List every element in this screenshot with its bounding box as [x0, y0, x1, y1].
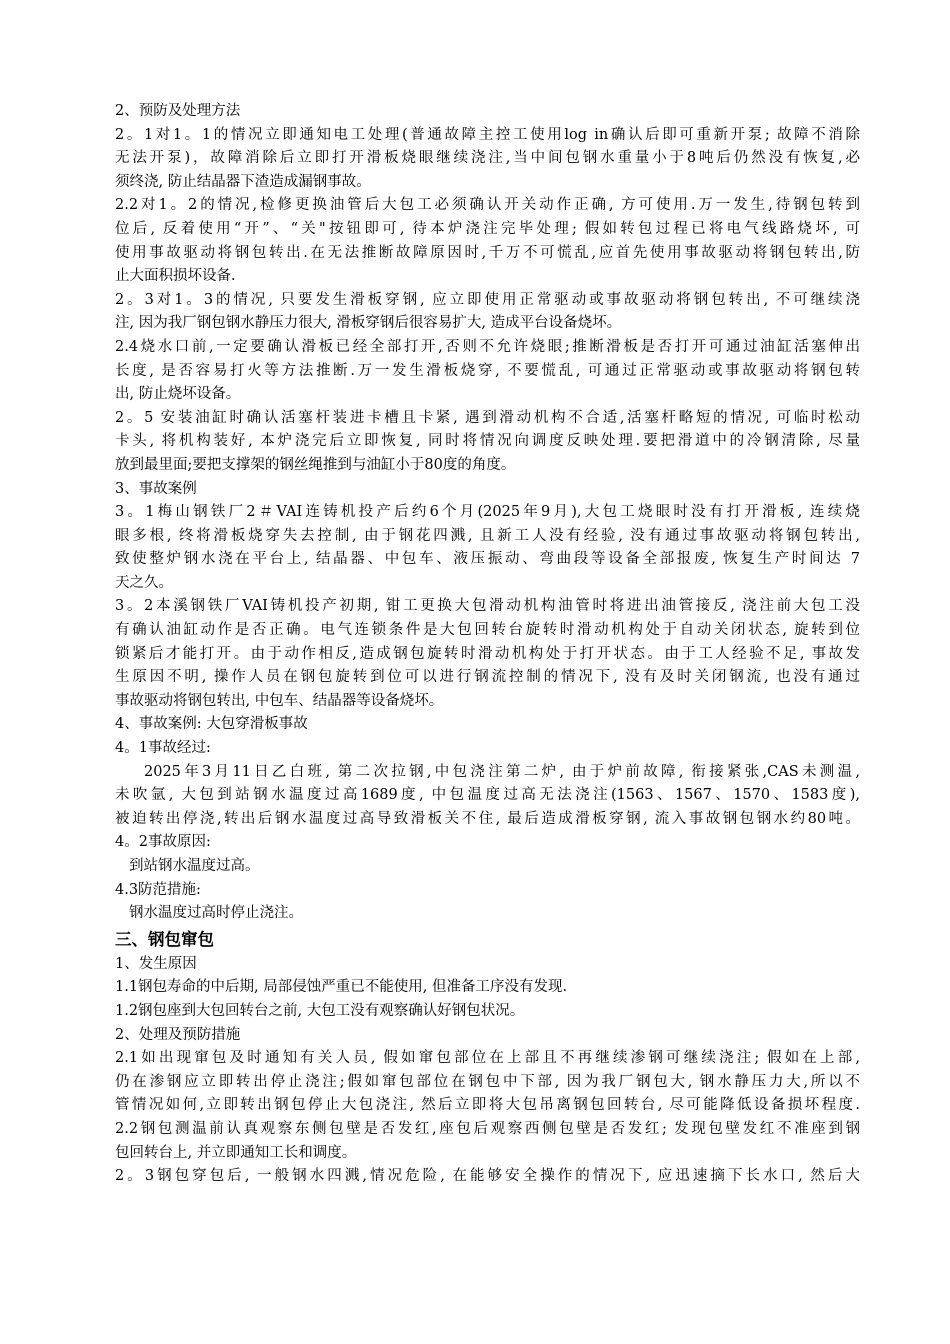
text-line: 1、发生原因: [115, 955, 197, 972]
text-line: 1.1钢包寿命的中后期, 局部侵蚀严重已不能使用, 但准备工序没有发现.: [115, 979, 568, 996]
text-line: 2、预防及处理方法: [115, 103, 241, 119]
text-line: 有确认油缸动作是否正确。电气连锁条件是大包回转台旋转时滑动机构处于自动关闭状态, 旋转到位: [115, 622, 860, 639]
text-line: 1.2钢包座到大包回转台之前, 大包工没有观察确认好钢包状况。: [115, 1002, 525, 1019]
text-line: 3。2本溪钢铁厂VAI铸机投产初期, 钳工更换大包滑动机构油管时将进出油管接反, 浇注前大包工没: [115, 598, 860, 615]
text-line: 卡头, 将机构装好, 本炉浇完后立即恢复, 同时将情况向调度反映处理.要把滑道中的冷钢清除, 尽量: [115, 433, 860, 450]
text-line: 锁紧后才能打开。由于动作相反,造成钢包旋转时滑动机构处于打开状态。由于工人经验不足, 事故发: [115, 645, 860, 662]
text-line: 2.2钢包测温前认真观察东侧包壁是否发红,座包后观察西侧包壁是否发红; 发现包壁发红不准座到钢: [115, 1120, 860, 1137]
text-line: 管情况如何,立即转出钢包停止大包浇注, 然后立即将大包吊离钢包回转台, 尽可能降低设备损坏程度.: [115, 1097, 860, 1114]
document-page: [115, 100, 860, 1189]
text-line: 2。3对1。3的情况, 只要发生滑板穿钢, 应立即使用正常驱动或事故驱动将钢包转出, 不可继续浇: [115, 291, 860, 308]
text-line: 钢水温度过高时停止浇注。: [129, 905, 303, 922]
text-line: 天之久。: [115, 574, 173, 591]
text-line: 眼多根, 终将滑板烧穿失去控制, 由于钢花四溅, 且新工人没有经验, 没有通过事故驱动将钢包转出,: [115, 527, 860, 544]
text-line: 4。1事故经过:: [115, 740, 211, 757]
text-line: 2025年3月11日乙白班, 第二次拉钢,中包浇注第二炉, 由于炉前故障, 衔接紧张,CAS未测温,: [144, 763, 860, 780]
text-line: 使用事故驱动将钢包转出.在无法推断故障原因时,千万不可慌乱,应首先使用事故驱动将钢包转出,防: [115, 244, 860, 261]
text-line: 2.1如出现窜包及时通知有关人员, 假如窜包部位在上部且不再继续渗钢可继续浇注; 假如在上部,: [115, 1050, 860, 1067]
text-line: 包回转台上, 并立即通知工长和调度。: [115, 1144, 357, 1161]
text-line: 4.3防范措施:: [115, 881, 201, 898]
section-heading: 三、钢包窜包: [115, 929, 214, 949]
text-line: 放到最里面;要把支撑架的钢丝绳推到与油缸小于80度的角度。: [115, 456, 516, 473]
text-line: 事故驱动将钢包转出, 中包车、结晶器等设备烧坏。: [115, 692, 444, 709]
text-line: 4。2事故原因:: [115, 834, 211, 851]
text-line: 4、事故案例: 大包穿滑板事故: [115, 716, 308, 733]
text-line: 未吹氩, 大包到站钢水温度过高1689度, 中包温度过高无法浇注(1563、1567、1570、1583度),: [115, 787, 860, 804]
text-line: 2。3钢包穿包后, 一般钢水四溅,情况危险, 在能够安全操作的情况下, 应迅速摘下长水口, 然后大: [115, 1168, 860, 1185]
text-line: 2、处理及预防措施: [115, 1026, 241, 1043]
text-line: 须终浇, 防止结晶器下渣造成漏钢事故。: [115, 173, 371, 190]
text-line: 位后, 反着使用“开”、“关"按钮即可, 待本炉浇注完毕处理; 假如转包过程已将电气线路烧坏, 可: [115, 220, 860, 237]
text-line: 止大面积损坏设备.: [115, 268, 236, 285]
text-line: 仍在渗钢应立即转出停止浇注;假如窜包部位在钢包中下部, 因为我厂钢包大, 钢水静压力大,所以不: [115, 1073, 860, 1090]
text-line: 2.2对1。2的情况,检修更换油管后大包工必须确认开关动作正确, 方可使用.万一发生,待钢包转到: [115, 197, 860, 214]
text-line: 致使整炉钢水浇在平台上, 结晶器、中包车、液压振动、弯曲段等设备全部报废, 恢复生产时间达 7: [115, 551, 860, 568]
text-line: 被迫转出停浇,转出后钢水温度过高导致滑板关不住, 最后造成滑板穿钢, 流入事故钢包钢水约80吨。: [115, 810, 860, 827]
text-line: 长度, 是否容易打火等方法推断.万一发生滑板烧穿, 不要慌乱, 可通过正常驱动或事故驱动将钢包转: [115, 362, 860, 379]
text-line: 出, 防止烧坏设备。: [115, 386, 241, 403]
text-line: 3、事故案例: [115, 480, 197, 497]
text-line: 2。5 安装油缸时确认活塞杆装进卡槽且卡紧, 遇到滑动机构不合适,活塞杆略短的情况, 可临时松动: [115, 409, 860, 426]
text-line: 2。1对1。1的情况立即通知电工处理(普通故障主控工使用log in确认后即可重新开泵; 故障不消除: [115, 126, 860, 143]
text-line: 到站钢水温度过高。: [129, 858, 260, 874]
text-line: 3。1梅山钢铁厂2＃VAI连铸机投产后约6个月(2025年9月),大包工烧眼时没有打开滑板, 连续烧: [115, 504, 860, 521]
text-line: 无法开泵)，故障消除后立即打开滑板烧眼继续浇注,当中间包钢水重量小于8吨后仍然没有恢复,必: [115, 150, 860, 167]
text-line: 注, 因为我厂钢包钢水静压力很大, 滑板穿钢后很容易扩大, 造成平台设备烧坏。: [115, 315, 622, 332]
text-line: 生原因不明, 操作人员在钢包旋转到位可以进行钢流控制的情况下, 没有及时关闭钢流, 也没有通过: [115, 669, 860, 686]
text-line: 2.4烧水口前,一定要确认滑板已经全部打开,否则不允许烧眼;推断滑板是否打开可通过油缸活塞伸出: [115, 338, 860, 355]
